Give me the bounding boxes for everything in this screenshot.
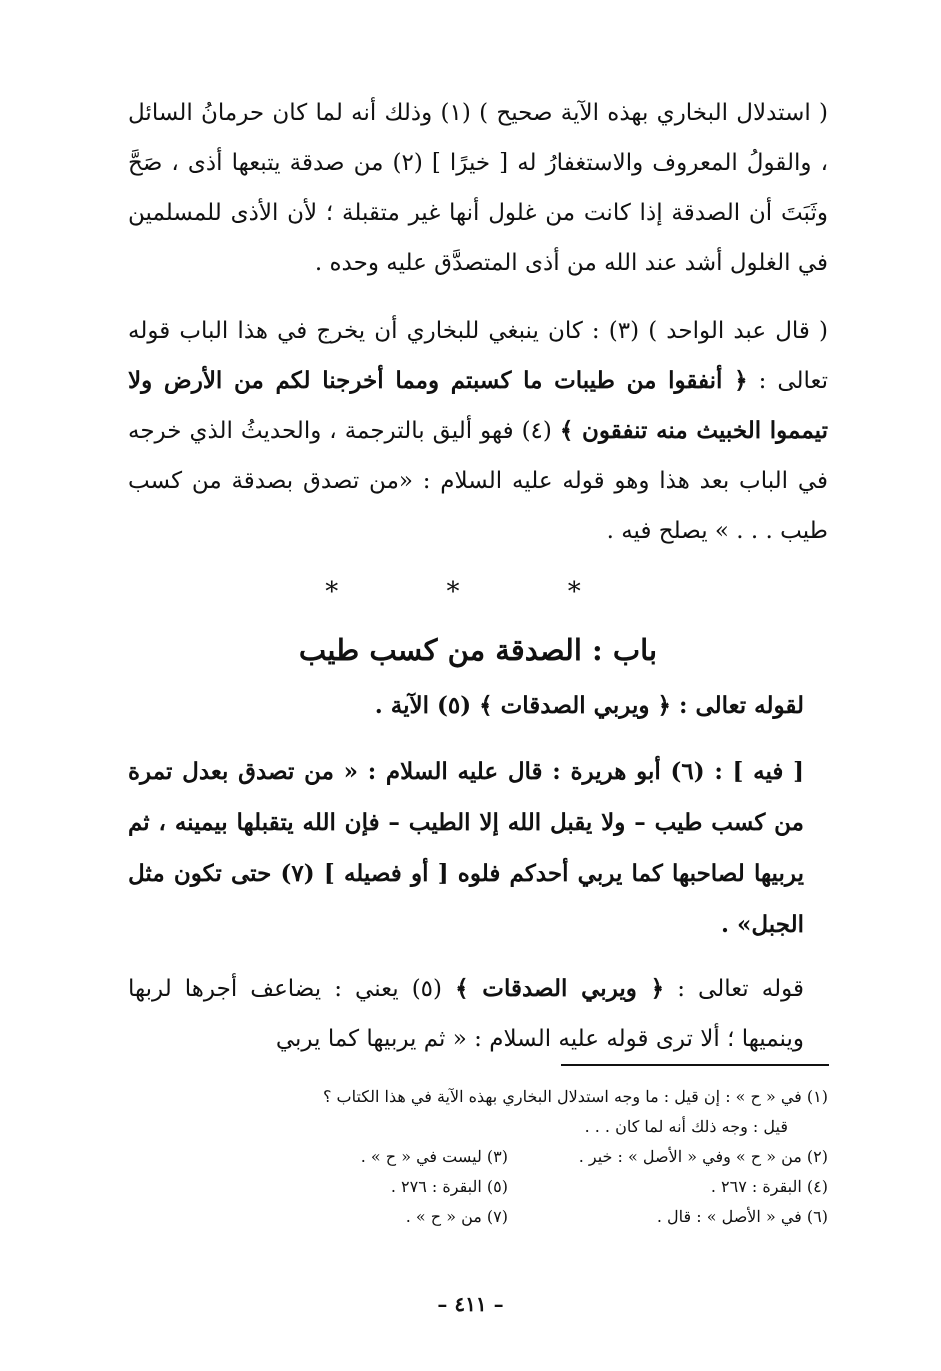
footnote-4: (٤) البقرة : ٢٦٧ . [710,1177,828,1196]
footnote-1: (١) في « ح » : إن قيل : ما وجه استدلال البخاري بهذه الآية في هذا الكتاب ؟ [322,1087,828,1106]
chapter-subtitle: لقوله تعالى : ﴿ ويربي الصدقات ﴾ (٥) الآية . [374,692,804,719]
paragraph-abd-al-wahid-rest: (٤) فهو أليق بالترجمة ، والحديثُ الذي خرجه في الباب بعد هذا وهو قوله عليه السلام : «من تصدق بصدقة من كسب طيب . . . » يصلح فيه . [128,418,828,544]
paragraph-explanation [128,964,828,1064]
footnote-2: (٢) من « ح » وفي « الأصل » : خير . [578,1147,828,1166]
page-number: – ٤١١ – [437,1292,504,1316]
quran-verse-infaq: ﴿ أنفقوا من طيبات ما كسبتم ومما أخرجنا لكم من الأرض ولا تيمموا الخبيث منه تنفقون ﴾ [128,367,828,444]
footnote-3: (٣) ليست في « ح » . [360,1147,508,1166]
footnote-7: (٧) من « ح » . [405,1207,508,1226]
paragraph-explanation-intro: قوله تعالى : [664,976,804,1002]
footnote-row [128,1142,828,1172]
footnote-1-continuation: قيل : وجه ذلك أنه لما كان . . . [584,1117,788,1136]
chapter-title: باب : الصدقة من كسب طيب [298,633,658,667]
footnotes [128,1082,828,1232]
hadith-text: [ فيه ] : (٦) أبو هريرة : قال عليه السلام : « من تصدق بعدل تمرة من كسب طيب – ولا يقبل الله إلا الطيب – فإن الله يتقبلها بيمينه ، ثم يربيها لصاحبها كما يربي أحدكم فلوه [ أو فصيله ] (٧) حتى تكون مثل الجبل» . [128,758,804,938]
paragraph-explanation-rest: (٥) يعني : يضاعف أجرها لربها وينميها ؛ ألا ترى قوله عليه السلام : « ثم يربيها كما يربي [128,976,804,1052]
footnote-5: (٥) البقرة : ٢٧٦ . [390,1177,508,1196]
quran-verse-sadaqat: ﴿ ويربي الصدقات ﴾ [455,975,665,1002]
footnote-separator [561,1064,829,1066]
footnote-6: (٦) في « الأصل » : قال . [656,1207,828,1226]
paragraph-abd-al-wahid-intro: ( قال عبد الواحد ) (٣) : كان ينبغي للبخاري أن يخرج في هذا الباب قوله تعالى : [128,318,829,394]
section-divider-stars: * * * [325,577,631,607]
paragraph-commentary: ( استدلال البخاري بهذه الآية صحيح ) (١) وذلك أنه لما كان حرمانُ السائل ، والقولُ المعروف والاستغفارُ له [ خيرًا ] (٢) من صدقة يتبعها أذى ، صَحَّ وثَبَتَ أن الصدقة إذا كانت من غلول أنها غير متقبلة ؛ لأن الأذى للمسلمين في الغلول أشد عند الله من أذى المتصدَّق عليه وحده . [128,100,829,276]
page-body [128,88,828,1064]
footnote-row [128,1202,828,1232]
footnote-row [128,1172,828,1202]
paragraph-abd-al-wahid [128,306,828,556]
